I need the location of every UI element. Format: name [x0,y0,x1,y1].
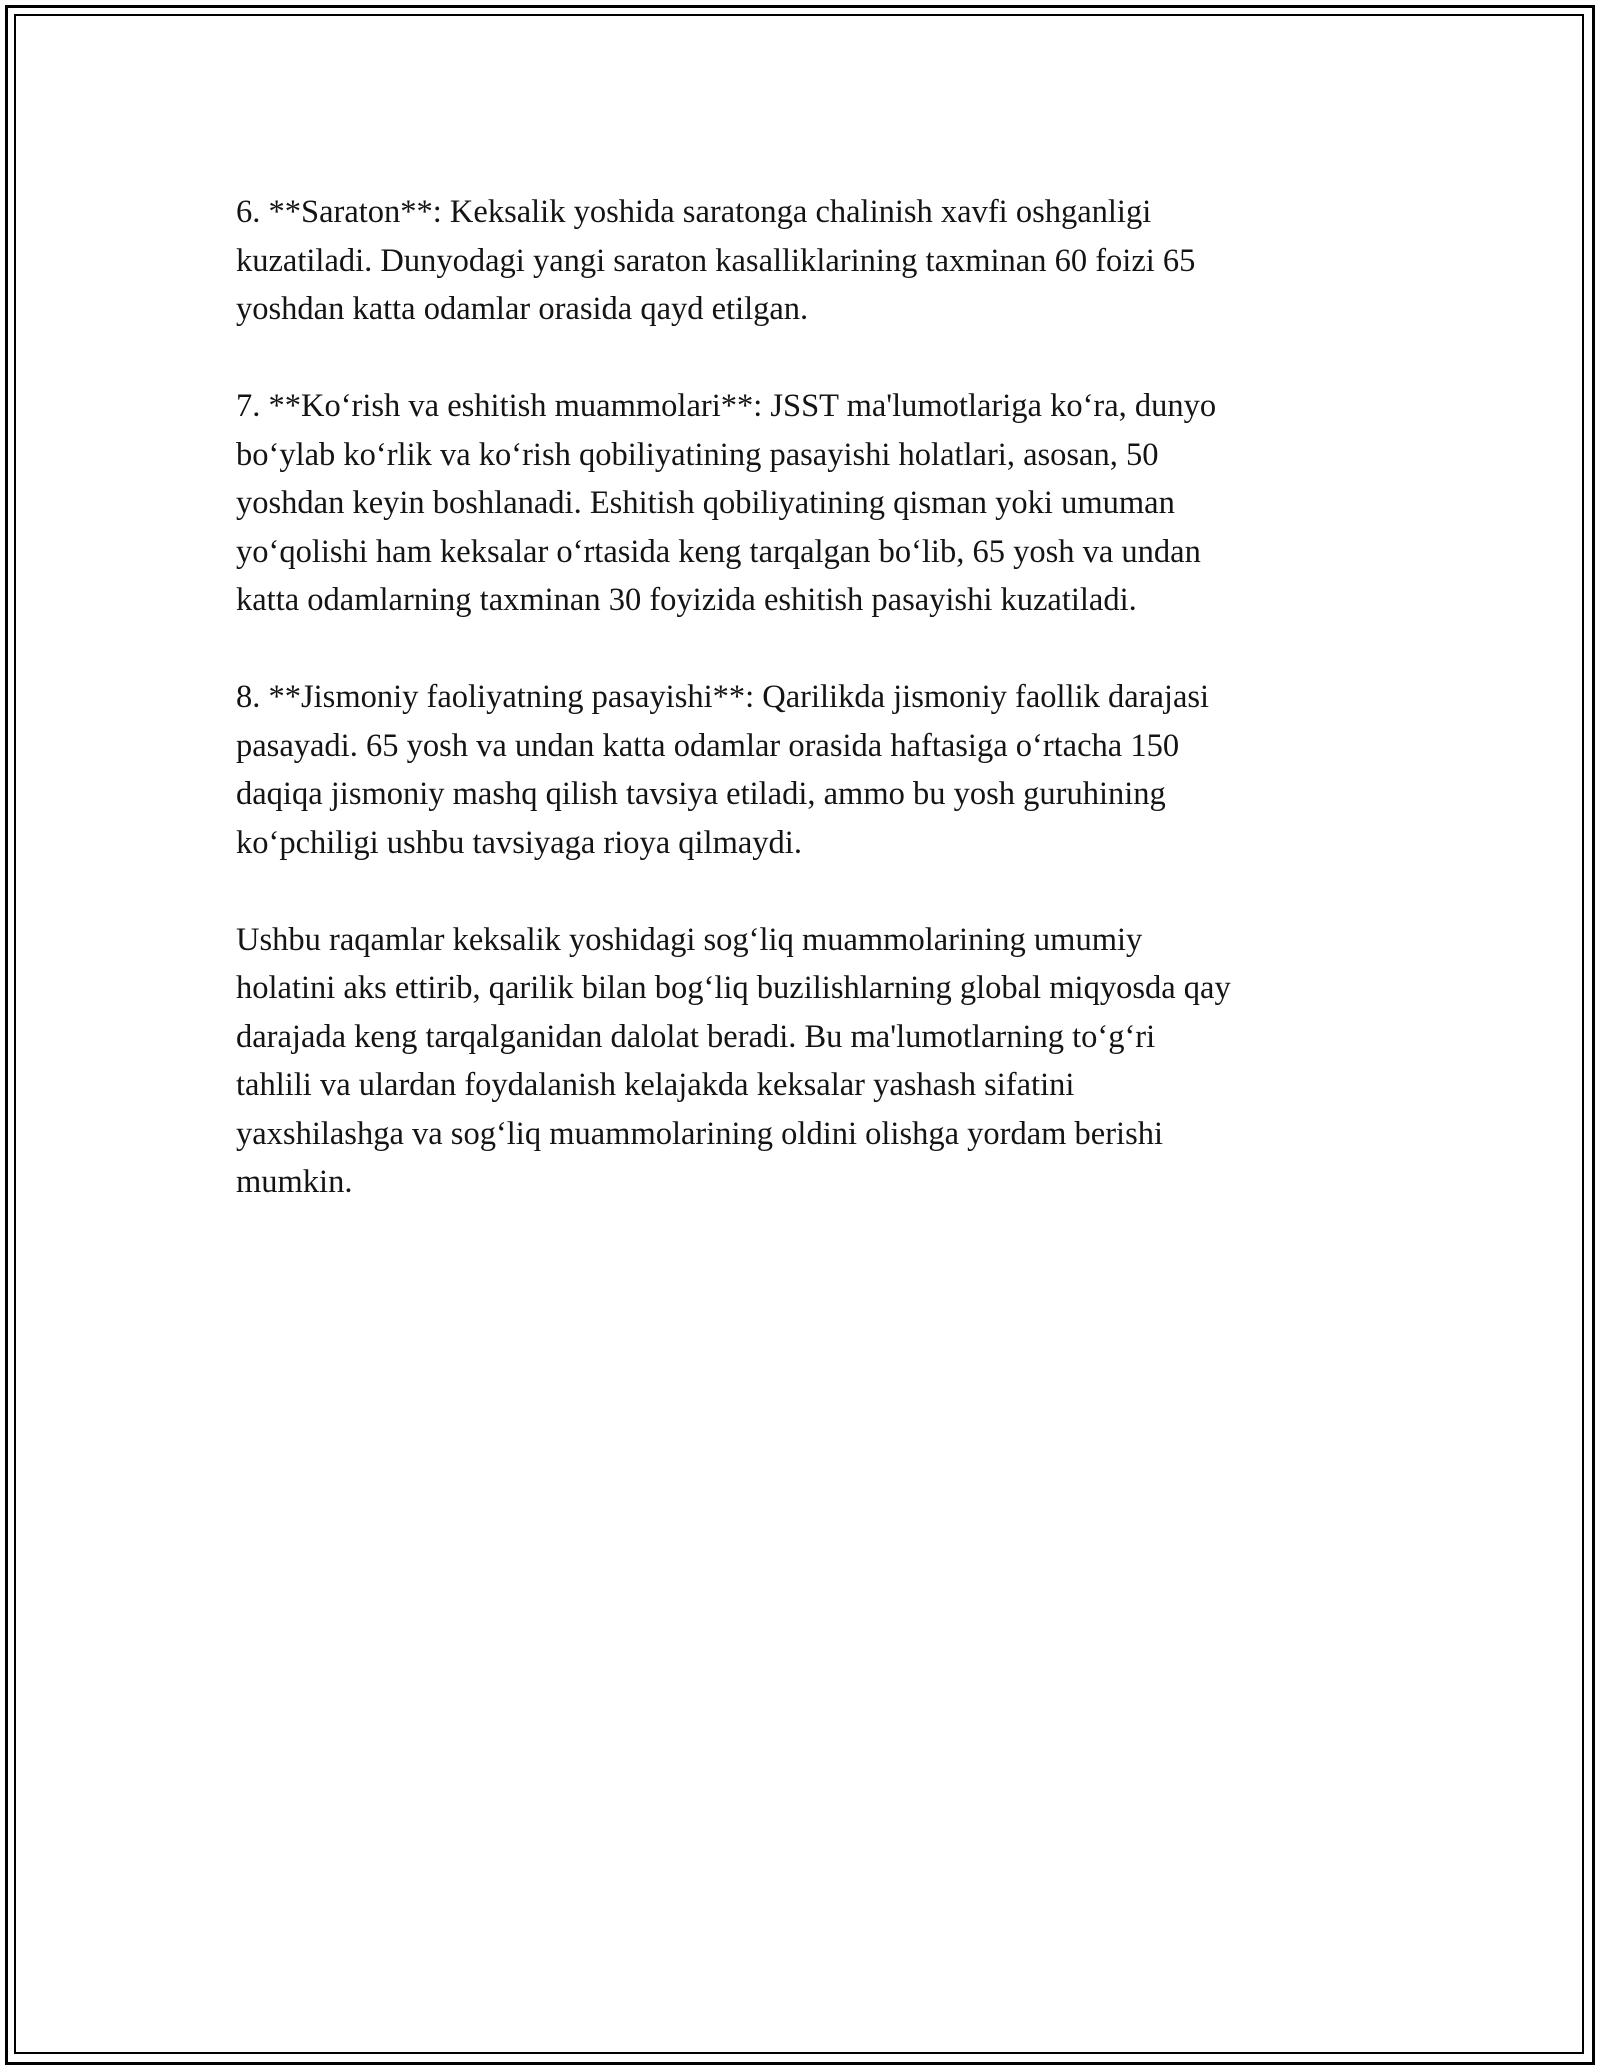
paragraph-korish-eshitish: 7. **Koʻrish va eshitish muammolari**: JSST ma'lumotlariga koʻra, dunyo boʻylab koʻrlik va koʻrish qobiliyatining pasayishi holatlari, asosan, 50 yoshdan keyin boshlanadi. Eshitish qobiliyatining qisman yoki umuman yoʻqolishi ham keksalar oʻrtasida keng tarqalgan boʻlib, 65 yosh va undan katta odamlarning taxminan 30 foyizida eshitish pasayishi kuzatiladi. [236,388,1217,618]
paragraph-saraton: 6. **Saraton**: Keksalik yoshida saratonga chalinish xavfi oshganligi kuzatiladi. Dunyodagi yangi saraton kasalliklarining taxminan 60 foizi 65 yoshdan katta odamlar orasida qayd etilgan. [236,194,1196,327]
paragraph-xulosa: Ushbu raqamlar keksalik yoshidagi sogʻliq muammolarining umumiy holatini aks ettirib, qarilik bilan bogʻliq buzilishlarning global miqyosda qay darajada keng tarqalganidan dalolat beradi. Bu ma'lumotlarning toʻgʻri tahlili va ulardan foydalanish kelajakda keksalar yashash sifatini yaxshilashga va sogʻliq muammolarining oldini olishga yordam berishi mumkin. [236,921,1231,1200]
document-body [236,188,1376,1255]
paragraph-jismoniy-faoliyat: 8. **Jismoniy faoliyatning pasayishi**: Qarilikda jismoniy faollik darajasi pasayadi. 65 yosh va undan katta odamlar orasida haftasiga oʻrtacha 150 daqiqa jismoniy mashq qilish tavsiya etiladi, ammo bu yosh guruhining koʻpchiligi ushbu tavsiyaga rioya qilmaydi. [236,679,1210,861]
